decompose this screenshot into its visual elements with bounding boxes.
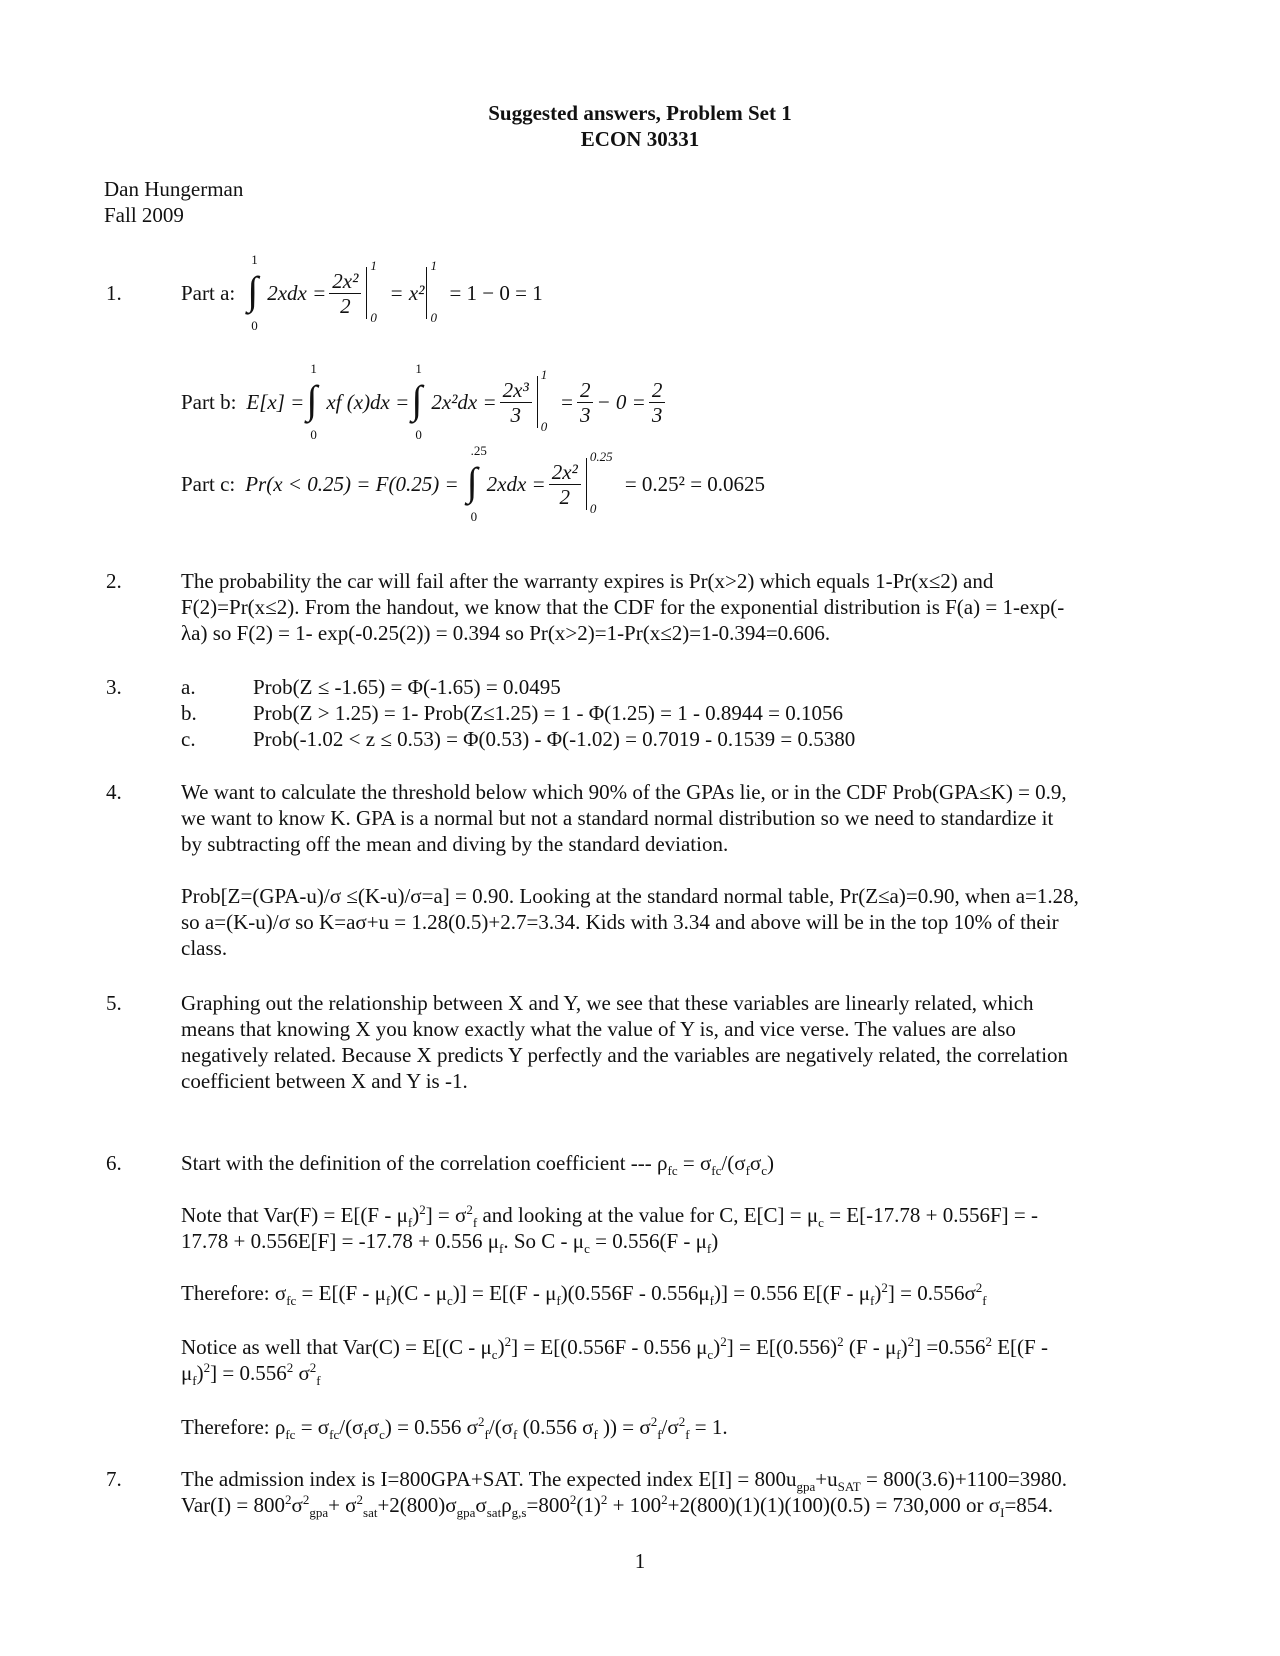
q2-number: 2. xyxy=(106,569,122,593)
q4-line: we want to know K. GPA is a normal but not a standard normal distribution so we need to standardize it xyxy=(181,806,1054,830)
q6-therefore-2: Therefore: $\rho_{fc} = \sigma_{fc}/(\sigma_f\sigma_c) = 0.556$ $\sigma^2_f/(\sigma_f$ (0.556 $\sigma_f$ )) = $\sigma^2_f/\sigma^2_f = 1$. xyxy=(181,1414,728,1443)
eval-bar: 1 0 xyxy=(537,376,556,428)
q4-line: by subtracting off the mean and diving by the standard deviation. xyxy=(181,832,729,856)
q2-line: The probability the car will fail after the warranty expires is Pr(x>2) which equals 1-Pr(x≤2) and xyxy=(181,569,994,593)
integral-sign: ∫ 1 0 xyxy=(247,252,259,333)
integrand-2: 2x²dx = xyxy=(431,390,497,414)
q5-answer xyxy=(181,990,1181,1094)
author: Dan Hungerman xyxy=(104,177,244,201)
fraction: $\frac{\text{2x²}}{2}$ xyxy=(549,460,581,509)
term: Fall 2009 xyxy=(104,203,184,227)
equals: = xyxy=(559,390,574,414)
q2-line: λa) so F(2) = 1- exp(-0.25(2)) = 0.394 so Pr(x>2)=1-Pr(x≤2)=1-0.394=0.606. xyxy=(181,621,831,645)
q7-number: 7. xyxy=(106,1467,122,1491)
q7-answer: The admission index is I=800GPA+SAT. The expected index $E[I] = 800u_{gpa}+u_{SAT} = 800(3.6)+1100=3980$. $Var(I) = 800^2\sigma^2_{gpa}+ \sigma^2_{sat}+2(800)\sigma_{gpa}\sigma_{sat}\rho_{g,s}=800^2(1)^2 + 100^2+2(800)(1)(1)(100)(0.5) = 730,000$ or $\sigma_I=854$. xyxy=(181,1467,1067,1521)
q5-number: 5. xyxy=(106,991,122,1015)
course-code: ECON 30331 xyxy=(580,127,700,151)
q4-line: class. xyxy=(181,936,228,960)
fraction-2: $\frac{2}{3}$ xyxy=(577,378,594,427)
result: = 0.25² = 0.0625 xyxy=(624,472,766,496)
q5-line: negatively related. Because X predicts Y perfectly and the variables are negatively related, the correlation xyxy=(181,1043,1069,1067)
integral-sign: ∫ .25 0 xyxy=(466,443,487,524)
result: = 1 − 0 = 1 xyxy=(449,281,543,305)
fraction-3: $\frac{2}{3}$ xyxy=(649,378,666,427)
page-number: 1 xyxy=(634,1549,646,1573)
q4-line: We want to calculate the threshold below which 90% of the GPAs lie, or in the CDF Prob(GPA≤K) = 0.9, xyxy=(181,780,1067,804)
middle-expr: = x² xyxy=(389,281,425,305)
q5-line: means that knowing X you know exactly what the value of Y is, and vice verse. The values are also xyxy=(181,1017,1016,1041)
part-c-label: Part c: xyxy=(181,472,236,496)
q6-number: 6. xyxy=(106,1151,122,1175)
integrand: 2xdx = xyxy=(486,472,546,496)
part-a-equation xyxy=(245,252,543,333)
lhs: Pr(x < 0.25) = F(0.25) = xyxy=(245,472,459,496)
q5-line: Graphing out the relationship between X and Y, we see that these variables are linearly related, which xyxy=(181,991,1034,1015)
part-b-label: Part b: xyxy=(181,390,237,414)
q6-note: Note that $Var(F) = E[(F - \mu_f)^2] = \sigma^2_f$ and looking at the value for C, $E[C] = \mu_c = E[-17.78 + 0.556F]$ = - 17.78 + 0.556E[F] = -17.78 + 0.556 $\mu_f$. So $C - \mu_c = 0.556(F - \mu_f)$ xyxy=(181,1202,1038,1257)
q4-line: Prob[Z=(GPA-u)/σ ≤(K-u)/σ=a] = 0.90. Looking at the standard normal table, Pr(Z≤a)=0.90, when a=1.28, xyxy=(181,884,1079,908)
q2-answer xyxy=(181,568,1181,646)
eval-bar-2: 1 0 xyxy=(426,267,445,319)
q1-part-a xyxy=(181,252,543,333)
q6-notice: Notice as well that $Var(C) = E[(C - \mu_c)^2] = E[(0.556F - 0.556$ $\mu_c)^2] = E[(0.556)^2$ $(F - \mu_f)^2] =0.556^2$ E[(F - $\mu_f)^2] = 0.556^2$ $\sigma^2_f$ xyxy=(181,1334,1048,1389)
q3-item-c: c. Prob(-1.02 < z ≤ 0.53) = Φ(0.53) - Φ(-1.02) = 0.7019 - 0.1539 = 0.5380 xyxy=(181,727,856,751)
integrand: 2xdx = xyxy=(267,281,327,305)
q6-therefore-1: Therefore: $\sigma_{fc} = E[(F - \mu_f)(C - \mu_c)] = E[(F - \mu_f)(0.556F - 0.556\mu_f)] = 0.556$ $E[(F - \mu_f)^2] = 0.556\sigma^2_f$ xyxy=(181,1280,987,1309)
q5-line: coefficient between X and Y is -1. xyxy=(181,1069,468,1093)
part-c-equation xyxy=(245,443,766,524)
q6-intro: Start with the definition of the correlation coefficient --- $\rho_{fc} = \sigma_{fc}/(\sigma_f\sigma_c)$ xyxy=(181,1151,775,1179)
q1-part-c xyxy=(181,443,766,524)
part-a-label: Part a: xyxy=(181,281,236,305)
q2-line: F(2)=Pr(x≤2). From the handout, we know that the CDF for the exponential distribution is F(a) = 1-exp(- xyxy=(181,595,1065,619)
part-b-equation xyxy=(246,361,668,442)
doc-title: Suggested answers, Problem Set 1 xyxy=(488,101,792,125)
integral-sign-2: ∫ 1 0 xyxy=(411,361,423,442)
fraction: $\frac{\text{2x²}}{2}$ xyxy=(329,269,361,318)
integrand-1: xf (x)dx = xyxy=(326,390,410,414)
eval-bar: 0.25 0 xyxy=(586,458,621,510)
q4-line: so a=(K-u)/σ so K=aσ+u = 1.28(0.5)+2.7=3.34. Kids with 3.34 and above will be in the top 10% of their xyxy=(181,910,1059,934)
q1-number: 1. xyxy=(106,281,122,305)
q1-part-b xyxy=(181,361,668,442)
q3-number: 3. xyxy=(106,675,122,699)
fraction: $\frac{\text{2x³}}{3}$ xyxy=(500,378,532,427)
q3-answer xyxy=(181,674,1181,752)
integral-sign: ∫ 1 0 xyxy=(306,361,318,442)
q3-item-a: a. Prob(Z ≤ -1.65) = Φ(-1.65) = 0.0495 xyxy=(181,675,561,699)
q3-item-b: b. Prob(Z > 1.25) = 1- Prob(Z≤1.25) = 1 - Φ(1.25) = 1 - 0.8944 = 0.1056 xyxy=(181,701,844,725)
q4-number: 4. xyxy=(106,780,122,804)
eval-bar: 1 0 xyxy=(366,267,385,319)
minus: − 0 = xyxy=(596,390,646,414)
lhs: E[x] = xyxy=(246,390,305,414)
q4-answer xyxy=(181,779,1181,961)
